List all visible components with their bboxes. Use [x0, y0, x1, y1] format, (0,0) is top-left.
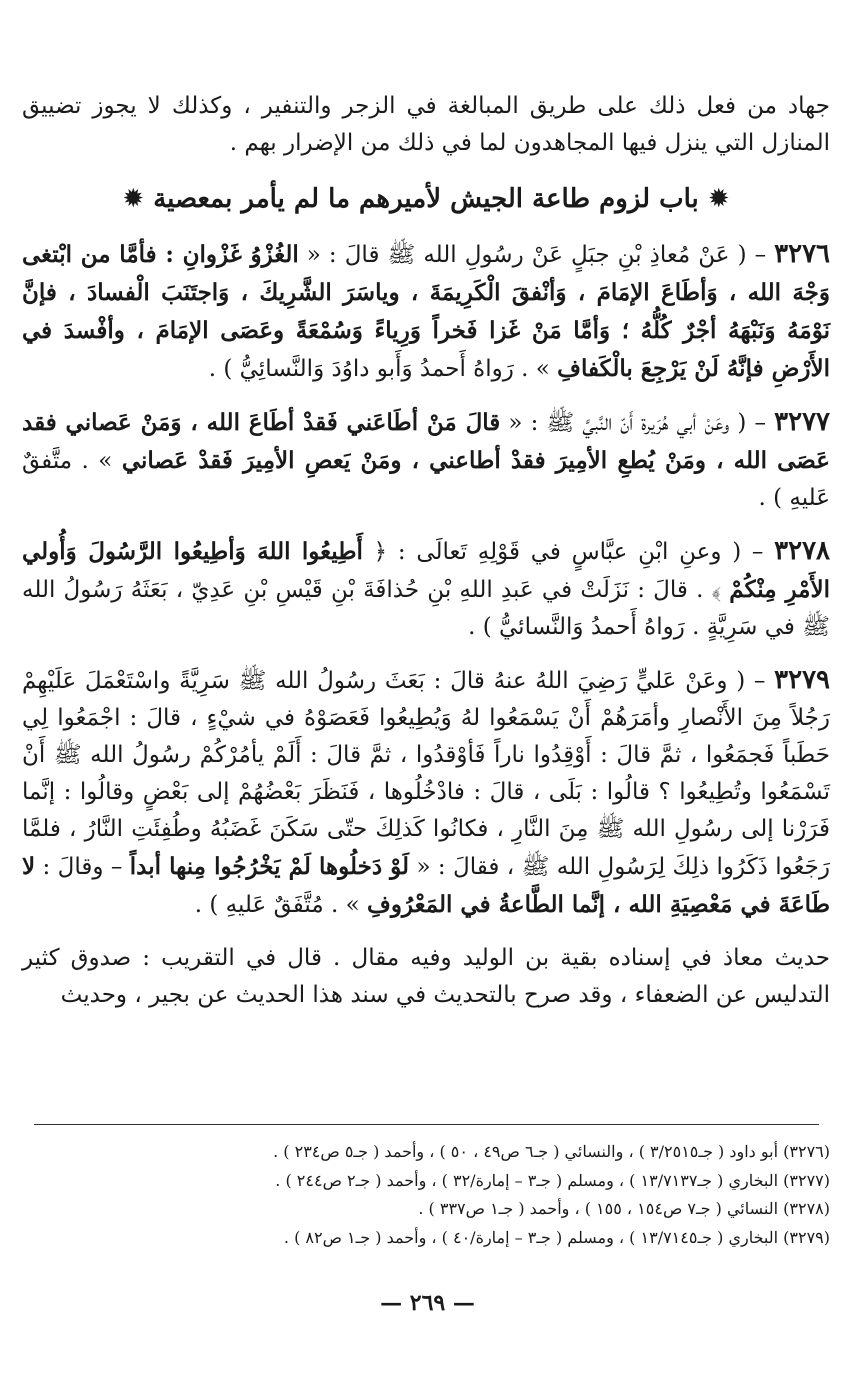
hadith-paragraph: [22, 662, 830, 924]
hadith-text-bold: لا طَاعَةَ في مَعْصِيَةِ الله ، إنَّما الطَّاعةُ في المَعْرُوفِ: [22, 853, 830, 918]
hadith-text: » . رَواهُ أَحمدُ وَأَبو داوُدَ وَالنَّسائِيُّ ) .: [208, 356, 558, 382]
hadith-text: ﴾ . قالَ : نَزَلَتْ في عَبدِ اللهِ بْنِ حُذافَةَ بْنِ قَيْسِ بْنِ عَدِيّ ، بَعَثَهُ رَسُولُ الله ﷺ في سَرِيَّةٍ . رَواهُ أَحمدُ وَالنَّسائيُّ ) .: [22, 577, 830, 640]
hadith-number: ٣٢٧٧: [774, 407, 830, 437]
chapter-title: باب لزوم طاعة الجيش لأميرهم ما لم يأمر بمعصية: [153, 184, 699, 214]
footnote-divider: [34, 1124, 819, 1125]
hadith-text-bold: لَوْ دَخلُوها لَمْ يَخْرُجُوا مِنها أبداً: [129, 853, 410, 880]
footnote: (٣٢٧٧) البخاري ( جـ١٣/٧١٣٧ ) ، ومسلم ( جـ٣ – إمارة/٣٢ ) ، وأحمد ( جـ٢ ص٢٤٤ ) .: [275, 1170, 830, 1190]
hadith-list: [22, 236, 830, 924]
hadith-paragraph: [22, 236, 830, 388]
hadith-text: » . متَّفقٌ عَليهِ ) .: [22, 448, 830, 511]
hadith-text: – وقالَ :: [35, 854, 130, 880]
footnote: (٣٢٧٨) النسائي ( جـ٧ ص١٥٤ ، ١٥٥ ) ، وأحمد ( جـ١ ص٣٣٧ ) .: [418, 1199, 830, 1218]
commentary-paragraph: حديث معاذ في إسناده بقية بن الوليد وفيه مقال . قال في التقريب : صدوق كثير التدليس عن الضعفاء ، وقد صرح بالتحديث في سند هذا الحديث عن بجير ، وحديث: [22, 945, 830, 1008]
hadith-text: – ( وعَنْ أبي هُرَيرة أَنّ النَّبيَّ ﷺ : «: [500, 410, 775, 436]
hadith-number: ٣٢٧٨: [774, 536, 830, 566]
chapter-heading: [22, 180, 830, 218]
hadith-number: ٣٢٧٩: [774, 665, 830, 695]
hadith-number: ٣٢٧٦: [774, 239, 830, 269]
hadith-text: – ( عَنْ مُعاذِ بْنِ جبَلٍ عَنْ رسُولِ الله ﷺ قالَ : «: [298, 242, 775, 268]
hadith-paragraph: [22, 404, 830, 517]
hadith-text-bold: الغُزْوُ غَزْوانِ : فأمَّا من ابْتغى وَجْهَ الله ، وَأطَاعَ الإمَامَ ، وَأنْفقَ الْكَرِيمَةَ ، وياسَرَ الشَّرِيكَ ، وَاجتَنَبَ الْفسادَ ، فإنَّ نَوْمَهُ وَنَبْهَهُ أجْرٌ كُلُّهُ ؛ وَأمَّا مَنْ غَزا فَخراً وَرِياءً وَسُمْعَةً وعَصَى الإمَامَ ، وأفْسدَ في الأَرْضِ فإنَّهُ لَنْ يَرْجِعَ بالْكَفافِ: [22, 241, 830, 382]
hadith-text-bold: قالَ مَنْ أطَاعَني فَقدْ أطَاعَ الله ، وَمَنْ عَصاني فقد عَصَى الله ، ومَنْ يُطعِ الأمِيرَ فقدْ أطاعني ، ومَنْ يَعصِ الأمِيرَ فَقدْ عَصاني: [22, 409, 830, 474]
star-ornament-icon: ✹: [122, 184, 145, 214]
footnotes: [22, 1138, 830, 1252]
footnote: (٣٢٧٩) البخاري ( جـ١٣/٧١٤٥ ) ، ومسلم ( جـ٣ – إمارة/٤٠ ) ، وأحمد ( جـ١ ص٨٢ ) .: [283, 1227, 830, 1247]
footnote: (٣٢٧٦) أبو داود ( جـ٣/٢٥١٥ ) ، والنسائي ( جـ٦ ص٤٩ ، ٥٠ ) ، وأحمد ( جـ٥ ص٢٣٤ ) .: [273, 1142, 830, 1161]
intro-paragraph: جهاد من فعل ذلك على طريق المبالغة في الزجر والتنفير ، وكذلك لا يجوز تضييق المنازل التي ينزل فيها المجاهدون لما في ذلك من الإضرار بهم .: [22, 93, 830, 156]
hadith-text: – ( وعَنْ عَليٍّ رَضِيَ اللهُ عنهُ قالَ : بَعَثَ رسُولُ الله ﷺ سَرِيَّةً واسْتَعْمَلَ عَلَيْهِمْ رَجُلاً مِنَ الأَنْصارِ وأمَرَهُمْ أَنْ يَسْمَعُوا لهُ وَيُطِيعُوا فَعَصَوْهُ في شيْءٍ ، قالَ : اجْمَعُوا لِي حَطَباً فَجمَعُوا ، ثمَّ قالَ : أَوْقِدُوا ناراً فَأوْقدُوا ، ثمَّ قالَ : أَلَمْ يأمُرْكُمْ رسُولُ الله ﷺ أَنْ تَسْمَعُوا وتُطِيعُوا ؟ قالُوا : بَلَى ، قالَ : فادْخُلُوها ، فَنَظَرَ بَعْضُهُمْ إلى بَعْضٍ وقالُوا : إنَّما فَرَرْنا إلى رسُولِ الله ﷺ مِنَ النَّارِ ، فكانُوا كَذلِكَ حتّى سَكَنَ غَضَبُهُ وطُفِئَتِ النَّارُ ، فلمَّا رَجَعُوا ذَكَرُوا ذلِكَ لِرَسُولِ الله ﷺ ، فقالَ : «: [22, 668, 830, 880]
star-ornament-icon: ✹: [707, 184, 730, 214]
hadith-paragraph: [22, 533, 830, 646]
page-body: [22, 88, 830, 1014]
page-number: — ٢٦٩ —: [380, 1290, 475, 1316]
hadith-text-bold: أَطِيعُوا اللهَ وَأطِيعُوا الرَّسُولَ وَأُولي الأَمْرِ مِنْكُمْ: [22, 538, 830, 603]
hadith-text: – ( وعنِ ابْنِ عبَّاسٍ في قَوْلِهِ تَعالَى : ﴿: [362, 539, 775, 565]
hadith-text: » . مُتَّفَقٌ عَليهِ ) .: [194, 892, 367, 918]
